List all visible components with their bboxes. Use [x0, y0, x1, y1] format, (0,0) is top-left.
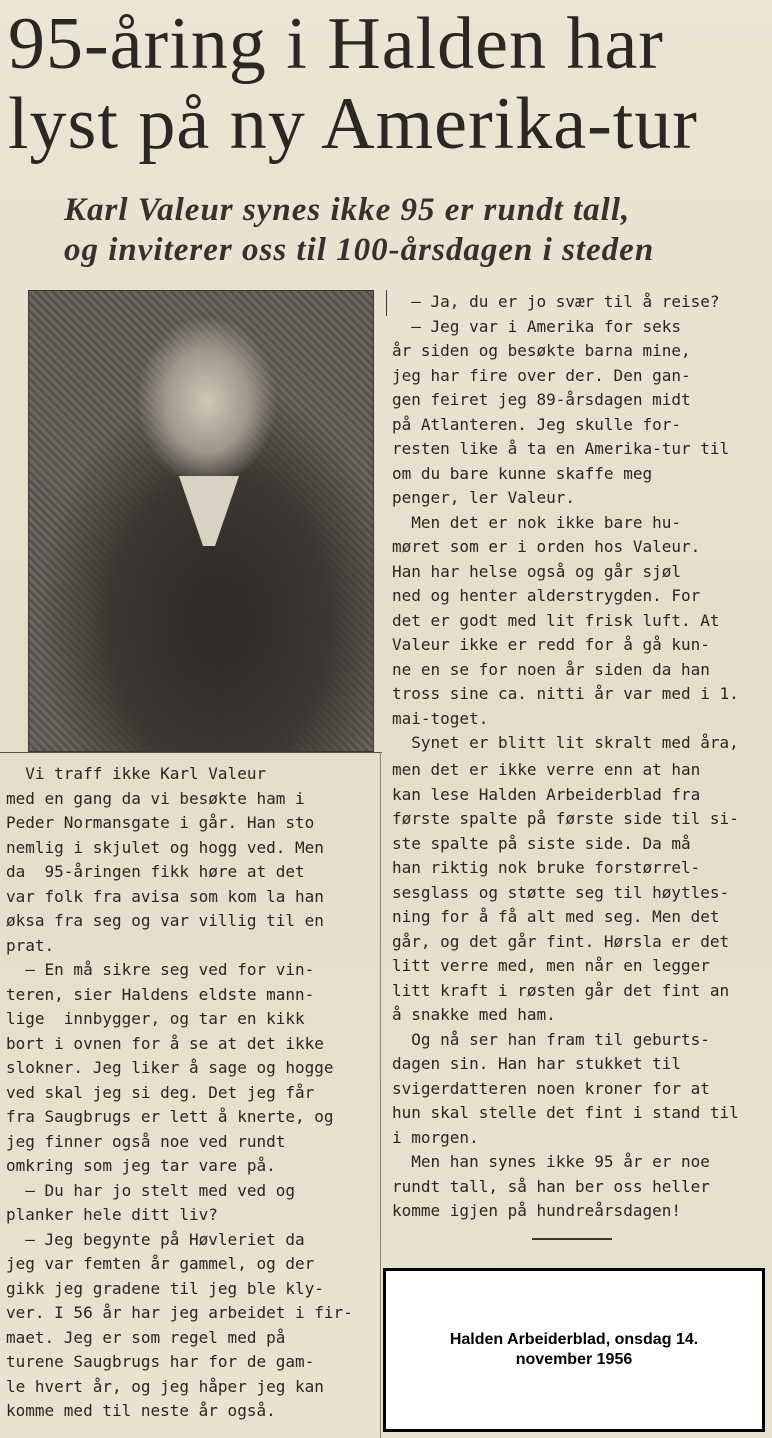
text-line: jeg finner også noe ved rundt — [6, 1131, 286, 1151]
text-line: tross sine ca. nitti år var med i 1. — [392, 684, 739, 703]
text-line: dagen sin. Han har stukket til — [392, 1054, 681, 1073]
photo-collar-shape — [179, 476, 239, 546]
text-line: var folk fra avisa som kom la han — [6, 886, 324, 906]
text-line: Valeur ikke er redd for å gå kun- — [392, 635, 710, 654]
text-line: fra Saugbrugs er lett å knerte, og — [6, 1107, 334, 1126]
text-line: slokner. Jeg liker å sage og hogge — [6, 1058, 334, 1077]
text-line: sesglass og støtte seg til høytles- — [392, 882, 730, 902]
article-column-right-bottom — [392, 758, 768, 1224]
text-line: Vi traff ikke Karl Valeur — [6, 764, 267, 783]
text-line: — Du har jo stelt med ved og — [6, 1180, 295, 1200]
portrait-photo — [28, 290, 374, 752]
text-line: det er godt med lit frisk luft. At — [392, 610, 720, 630]
text-line: — Jeg begynte på Høvleriet da — [6, 1229, 305, 1249]
text-line: går, og det går fint. Hørsla er det — [392, 931, 730, 951]
text-line: Men han synes ikke 95 år er noe — [392, 1152, 710, 1171]
text-line: — Jeg var i Amerika for seks — [392, 316, 681, 336]
text-line: gen feiret jeg 89-årsdagen midt — [392, 390, 691, 409]
text-line: Men det er nok ikke bare hu- — [392, 512, 681, 532]
text-line: ste spalte på siste side. Da må — [392, 833, 691, 853]
article-end-rule — [532, 1238, 612, 1240]
text-line: jeg har fire over der. Den gan- — [392, 365, 691, 385]
text-line: — Ja, du er jo svær til å reise? — [392, 292, 720, 311]
text-line: gikk jeg gradene til jeg ble kly- — [6, 1278, 324, 1298]
article-column-right-top — [392, 290, 768, 756]
text-line: ver. I 56 år har jeg arbeidet i fir- — [6, 1303, 353, 1322]
text-line: kan lese Halden Arbeiderblad fra — [392, 784, 701, 804]
text-line: planker hele ditt liv? — [6, 1205, 218, 1224]
text-line: øksa fra seg og var villig til en — [6, 911, 324, 930]
column-divider-top — [386, 290, 387, 316]
text-line: i morgen. — [392, 1127, 479, 1147]
text-line: Han har helse også og går sjøl — [392, 561, 681, 581]
text-line: maet. Jeg er som regel med på — [6, 1327, 286, 1347]
column-divider — [380, 752, 381, 1438]
text-line: han riktig nok bruke forstørrel- — [392, 858, 701, 877]
text-line: ne en se for noen år siden da han — [392, 659, 710, 679]
text-line: men det er ikke verre enn at han — [392, 760, 701, 779]
subheadline-line-1: Karl Valeur synes ikke 95 er rundt tall, — [64, 192, 631, 228]
text-line: litt kraft i røsten går det fint an — [392, 980, 730, 1000]
subheadline-line-2: og inviterer oss til 100-årsdagen i steden — [64, 232, 655, 268]
text-line: ned og henter alderstrygden. For — [392, 586, 701, 605]
text-line: Peder Normansgate i går. Han sto — [6, 813, 315, 832]
text-line: Og nå ser han fram til geburts- — [392, 1029, 710, 1049]
headline — [8, 4, 768, 164]
text-line: le hvert år, og jeg håper jeg kan — [6, 1376, 324, 1396]
text-line: mai-toget. — [392, 708, 489, 728]
text-line: om du bare kunne skaffe meg — [392, 463, 653, 483]
source-caption-box — [383, 1268, 765, 1432]
headline-line-2: lyst på ny Amerika-tur — [8, 83, 698, 165]
text-line: litt verre med, men når en legger — [392, 956, 710, 975]
text-line: hun skal stelle det fint i stand til — [392, 1103, 739, 1122]
text-line: da 95-åringen fikk høre at det — [6, 862, 305, 881]
subheadline — [64, 190, 764, 270]
text-line: jeg var femten år gammel, og der — [6, 1254, 315, 1273]
text-line: år siden og besøkte barna mine, — [392, 341, 691, 360]
text-line: på Atlanteren. Jeg skulle for- — [392, 414, 681, 434]
section-divider — [0, 752, 382, 753]
text-line: møret som er i orden hos Valeur. — [392, 537, 701, 556]
text-line: teren, sier Haldens eldste mann- — [6, 984, 315, 1004]
text-line: komme igjen på hundreårsdagen! — [392, 1201, 681, 1220]
text-line: Synet er blitt lit skralt med åra, — [392, 733, 739, 752]
text-line: ning for å få alt med seg. Men det — [392, 907, 720, 926]
text-line: prat. — [6, 935, 55, 955]
text-line: turene Saugbrugs har for de gam- — [6, 1352, 315, 1371]
article-column-left — [6, 762, 378, 1424]
text-line: resten like å ta en Amerika-tur til — [392, 439, 730, 458]
text-line: med en gang da vi besøkte ham i — [6, 788, 305, 808]
text-line: nemlig i skjulet og hogg ved. Men — [6, 837, 324, 857]
text-line: rundt tall, så han ber oss heller — [392, 1176, 710, 1196]
headline-line-1: 95-åring i Halden har — [8, 3, 664, 85]
text-line: penger, ler Valeur. — [392, 488, 576, 507]
text-line: ved skal jeg si deg. Det jeg får — [6, 1082, 315, 1102]
text-line: svigerdatteren noen kroner for at — [392, 1078, 710, 1098]
text-line: bort i ovnen for å se at det ikke — [6, 1033, 324, 1053]
text-line: lige innbygger, og tar en kikk — [6, 1009, 305, 1028]
text-line: første spalte på første side til si- — [392, 809, 739, 828]
text-line: — En må sikre seg ved for vin- — [6, 960, 315, 979]
text-line: å snakke med ham. — [392, 1005, 556, 1024]
text-line: omkring som jeg tar vare på. — [6, 1156, 276, 1175]
text-line: komme med til neste år også. — [6, 1401, 276, 1420]
source-caption: Halden Arbeiderblad, onsdag 14. november 1956 — [449, 1331, 699, 1368]
